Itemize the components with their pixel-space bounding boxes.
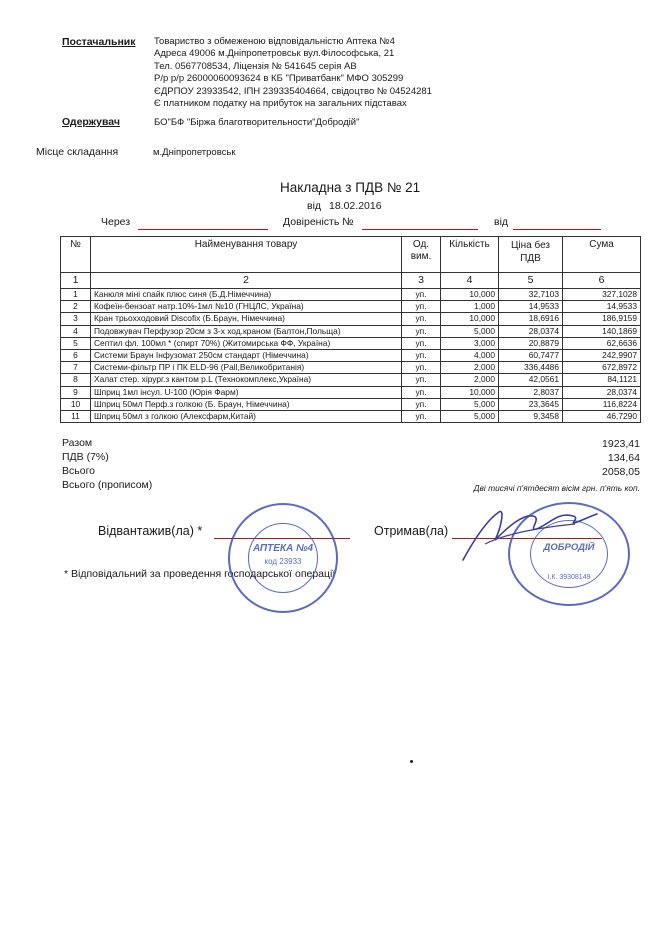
row-number: 11 xyxy=(61,410,91,422)
row-unit: уп. xyxy=(402,325,441,337)
subtotal-value: 1923,41 xyxy=(602,438,640,450)
row-item-name: Подовжувач Перфузор 20см з 3-х ход.краном (Балтон,Польща) xyxy=(91,325,402,337)
row-item-name: Септил фл. 100мл * (спирт 70%) (Житомирська ФФ, Україна) xyxy=(91,337,402,349)
stamp-left-center: АПТЕКА №4 xyxy=(252,543,314,554)
row-item-name: Системи-фільтр ПР і ПК ELD-96 (Pall,Великобританія) xyxy=(91,362,402,374)
table-row xyxy=(61,301,641,313)
stamp-left-code: код 23933 xyxy=(264,557,302,566)
row-price: 23,3645 xyxy=(499,398,563,410)
row-unit: уп. xyxy=(402,313,441,325)
row-qty: 1,000 xyxy=(441,301,499,313)
row-number: 10 xyxy=(61,398,91,410)
row-unit: уп. xyxy=(402,289,441,301)
power-line xyxy=(362,229,478,230)
row-number: 1 xyxy=(61,289,91,301)
invoice-date: 18.02.2016 xyxy=(329,200,382,212)
row-number: 2 xyxy=(61,301,91,313)
row-item-name: Шприц 1мл інсул. U-100 (Юрія Фарм) xyxy=(91,386,402,398)
col-number: 4 xyxy=(441,273,499,289)
row-sum: 116,8224 xyxy=(563,398,641,410)
place-label: Місце складання xyxy=(36,146,119,158)
row-qty: 5,000 xyxy=(441,398,499,410)
row-number: 4 xyxy=(61,325,91,337)
row-item-name: Шприц 50мл Перф.з голкою (Б. Браун, Німеччина) xyxy=(91,398,402,410)
col-header-price: Ціна без ПДВ xyxy=(499,237,563,273)
subtotal-label: Разом xyxy=(62,437,93,449)
col-number: 2 xyxy=(91,273,402,289)
received-label: Отримав(ла) xyxy=(374,524,449,538)
col-number: 5 xyxy=(499,273,563,289)
row-price: 336,4486 xyxy=(499,362,563,374)
table-row xyxy=(61,398,641,410)
supplier-line: ЄДРПОУ 23933542, ІПН 239335404664, свідоцтво № 04524281 xyxy=(154,85,432,97)
seal-stamp-left xyxy=(228,503,338,613)
row-qty: 5,000 xyxy=(441,410,499,422)
row-price: 60,7477 xyxy=(499,349,563,361)
supplier-line: Є платником податку на прибуток на загальних підставах xyxy=(154,98,407,110)
row-unit: уп. xyxy=(402,386,441,398)
via-label: Через xyxy=(101,216,131,228)
row-item-name: Кран трьохходовий Discofix (Б.Браун, Німеччина) xyxy=(91,313,402,325)
row-price: 20,8879 xyxy=(499,337,563,349)
row-price: 42,0561 xyxy=(499,374,563,386)
recipient-name: БО"БФ "Біржа благотворительности"Добродій" xyxy=(154,117,360,128)
power-date-line xyxy=(513,229,601,230)
row-sum: 62,6636 xyxy=(563,337,641,349)
row-item-name: Шприц 50мл з голкою (Алексфарм,Китай) xyxy=(91,410,402,422)
shipped-label: Відвантажив(ла) * xyxy=(98,524,203,538)
table-row xyxy=(61,289,641,301)
row-price: 32,7103 xyxy=(499,289,563,301)
row-qty: 2,000 xyxy=(441,362,499,374)
row-unit: уп. xyxy=(402,398,441,410)
col-header-name: Найменування товару xyxy=(91,237,402,273)
column-number-row xyxy=(61,273,641,289)
row-unit: уп. xyxy=(402,374,441,386)
total-value: 2058,05 xyxy=(602,466,640,478)
power-label: Довіреність № xyxy=(283,216,354,228)
row-sum: 186,9159 xyxy=(563,313,641,325)
total-label: Всього xyxy=(62,465,96,477)
row-price: 28,0374 xyxy=(499,325,563,337)
row-qty: 2,000 xyxy=(441,374,499,386)
row-sum: 327,1028 xyxy=(563,289,641,301)
vat-label: ПДВ (7%) xyxy=(62,451,109,463)
row-number: 8 xyxy=(61,374,91,386)
invoice-title: Накладна з ПДВ № 21 xyxy=(280,180,421,195)
table-row xyxy=(61,374,641,386)
row-price: 14,9533 xyxy=(499,301,563,313)
stamp-right-code: І.К. 39308149 xyxy=(547,574,591,581)
row-unit: уп. xyxy=(402,337,441,349)
supplier-line: Р/р р/р 26000060093624 в КБ "Приватбанк" МФО 305299 xyxy=(154,73,404,85)
responsible-note: * Відповідальний за проведення господарської операції xyxy=(64,568,336,580)
row-qty: 5,000 xyxy=(441,325,499,337)
row-sum: 46,7290 xyxy=(563,410,641,422)
row-number: 5 xyxy=(61,337,91,349)
row-price: 2,8037 xyxy=(499,386,563,398)
col-header-no: № xyxy=(61,237,91,273)
row-item-name: Канюля міні спайк плюс синя (Б.Д.Німеччина) xyxy=(91,289,402,301)
row-sum: 672,8972 xyxy=(563,362,641,374)
row-number: 6 xyxy=(61,349,91,361)
row-price: 18,6916 xyxy=(499,313,563,325)
power-date-label: від xyxy=(494,216,509,228)
supplier-line: Товариство з обмеженою відповідальністю Аптека №4 xyxy=(154,36,395,47)
handwritten-signature xyxy=(455,498,605,570)
recipient-label: Одержувач xyxy=(62,116,120,128)
via-line xyxy=(138,229,268,230)
row-sum: 28,0374 xyxy=(563,386,641,398)
row-item-name: Халат стер. хірург.з кантом р.L (Технокомплекс,Україна) xyxy=(91,374,402,386)
row-qty: 10,000 xyxy=(441,313,499,325)
row-qty: 4,000 xyxy=(441,349,499,361)
table-row xyxy=(61,410,641,422)
row-number: 9 xyxy=(61,386,91,398)
row-sum: 140,1869 xyxy=(563,325,641,337)
row-qty: 3,000 xyxy=(441,337,499,349)
col-header-unit: Од. вим. xyxy=(402,237,441,273)
total-words: Дві тисячі п'ятдесят вісім грн. п'ять коп. xyxy=(473,483,640,493)
place-value: м.Дніпропетровськ xyxy=(153,147,236,158)
col-number: 1 xyxy=(61,273,91,289)
row-sum: 242,9907 xyxy=(563,349,641,361)
col-header-qty: Кількість xyxy=(441,237,499,273)
supplier-label: Постачальник xyxy=(62,36,136,48)
row-unit: уп. xyxy=(402,349,441,361)
invoice-date-label: від xyxy=(307,200,322,212)
row-item-name: Системи Браун Інфузомат 250см стандарт (Німеччина) xyxy=(91,349,402,361)
table-row xyxy=(61,325,641,337)
row-unit: уп. xyxy=(402,410,441,422)
row-price: 9,3458 xyxy=(499,410,563,422)
total-words-label: Всього (прописом) xyxy=(62,479,153,491)
row-number: 7 xyxy=(61,362,91,374)
row-item-name: Кофеїн-бензоат натр.10%-1мл №10 (ГНЦЛС, Україна) xyxy=(91,301,402,313)
col-header-sum: Сума xyxy=(563,237,641,273)
row-sum: 14,9533 xyxy=(563,301,641,313)
row-number: 3 xyxy=(61,313,91,325)
table-row xyxy=(61,349,641,361)
supplier-details xyxy=(154,36,484,110)
ink-dot xyxy=(410,760,413,763)
table-row xyxy=(61,337,641,349)
row-qty: 10,000 xyxy=(441,386,499,398)
row-unit: уп. xyxy=(402,301,441,313)
items-table xyxy=(60,236,641,423)
row-qty: 10,000 xyxy=(441,289,499,301)
table-row xyxy=(61,386,641,398)
row-unit: уп. xyxy=(402,362,441,374)
row-sum: 84,1121 xyxy=(563,374,641,386)
supplier-line: Адреса 49006 м.Дніпропетровськ вул.Філософська, 21 xyxy=(154,48,395,60)
vat-value: 134,64 xyxy=(607,452,640,464)
stamp-right-center: ДОБРОДІЙ xyxy=(543,542,595,553)
table-row xyxy=(61,313,641,325)
col-number: 6 xyxy=(563,273,641,289)
col-number: 3 xyxy=(402,273,441,289)
supplier-line: Тел. 0567708534, Ліцензія № 541645 серія АВ xyxy=(154,60,357,72)
table-row xyxy=(61,362,641,374)
